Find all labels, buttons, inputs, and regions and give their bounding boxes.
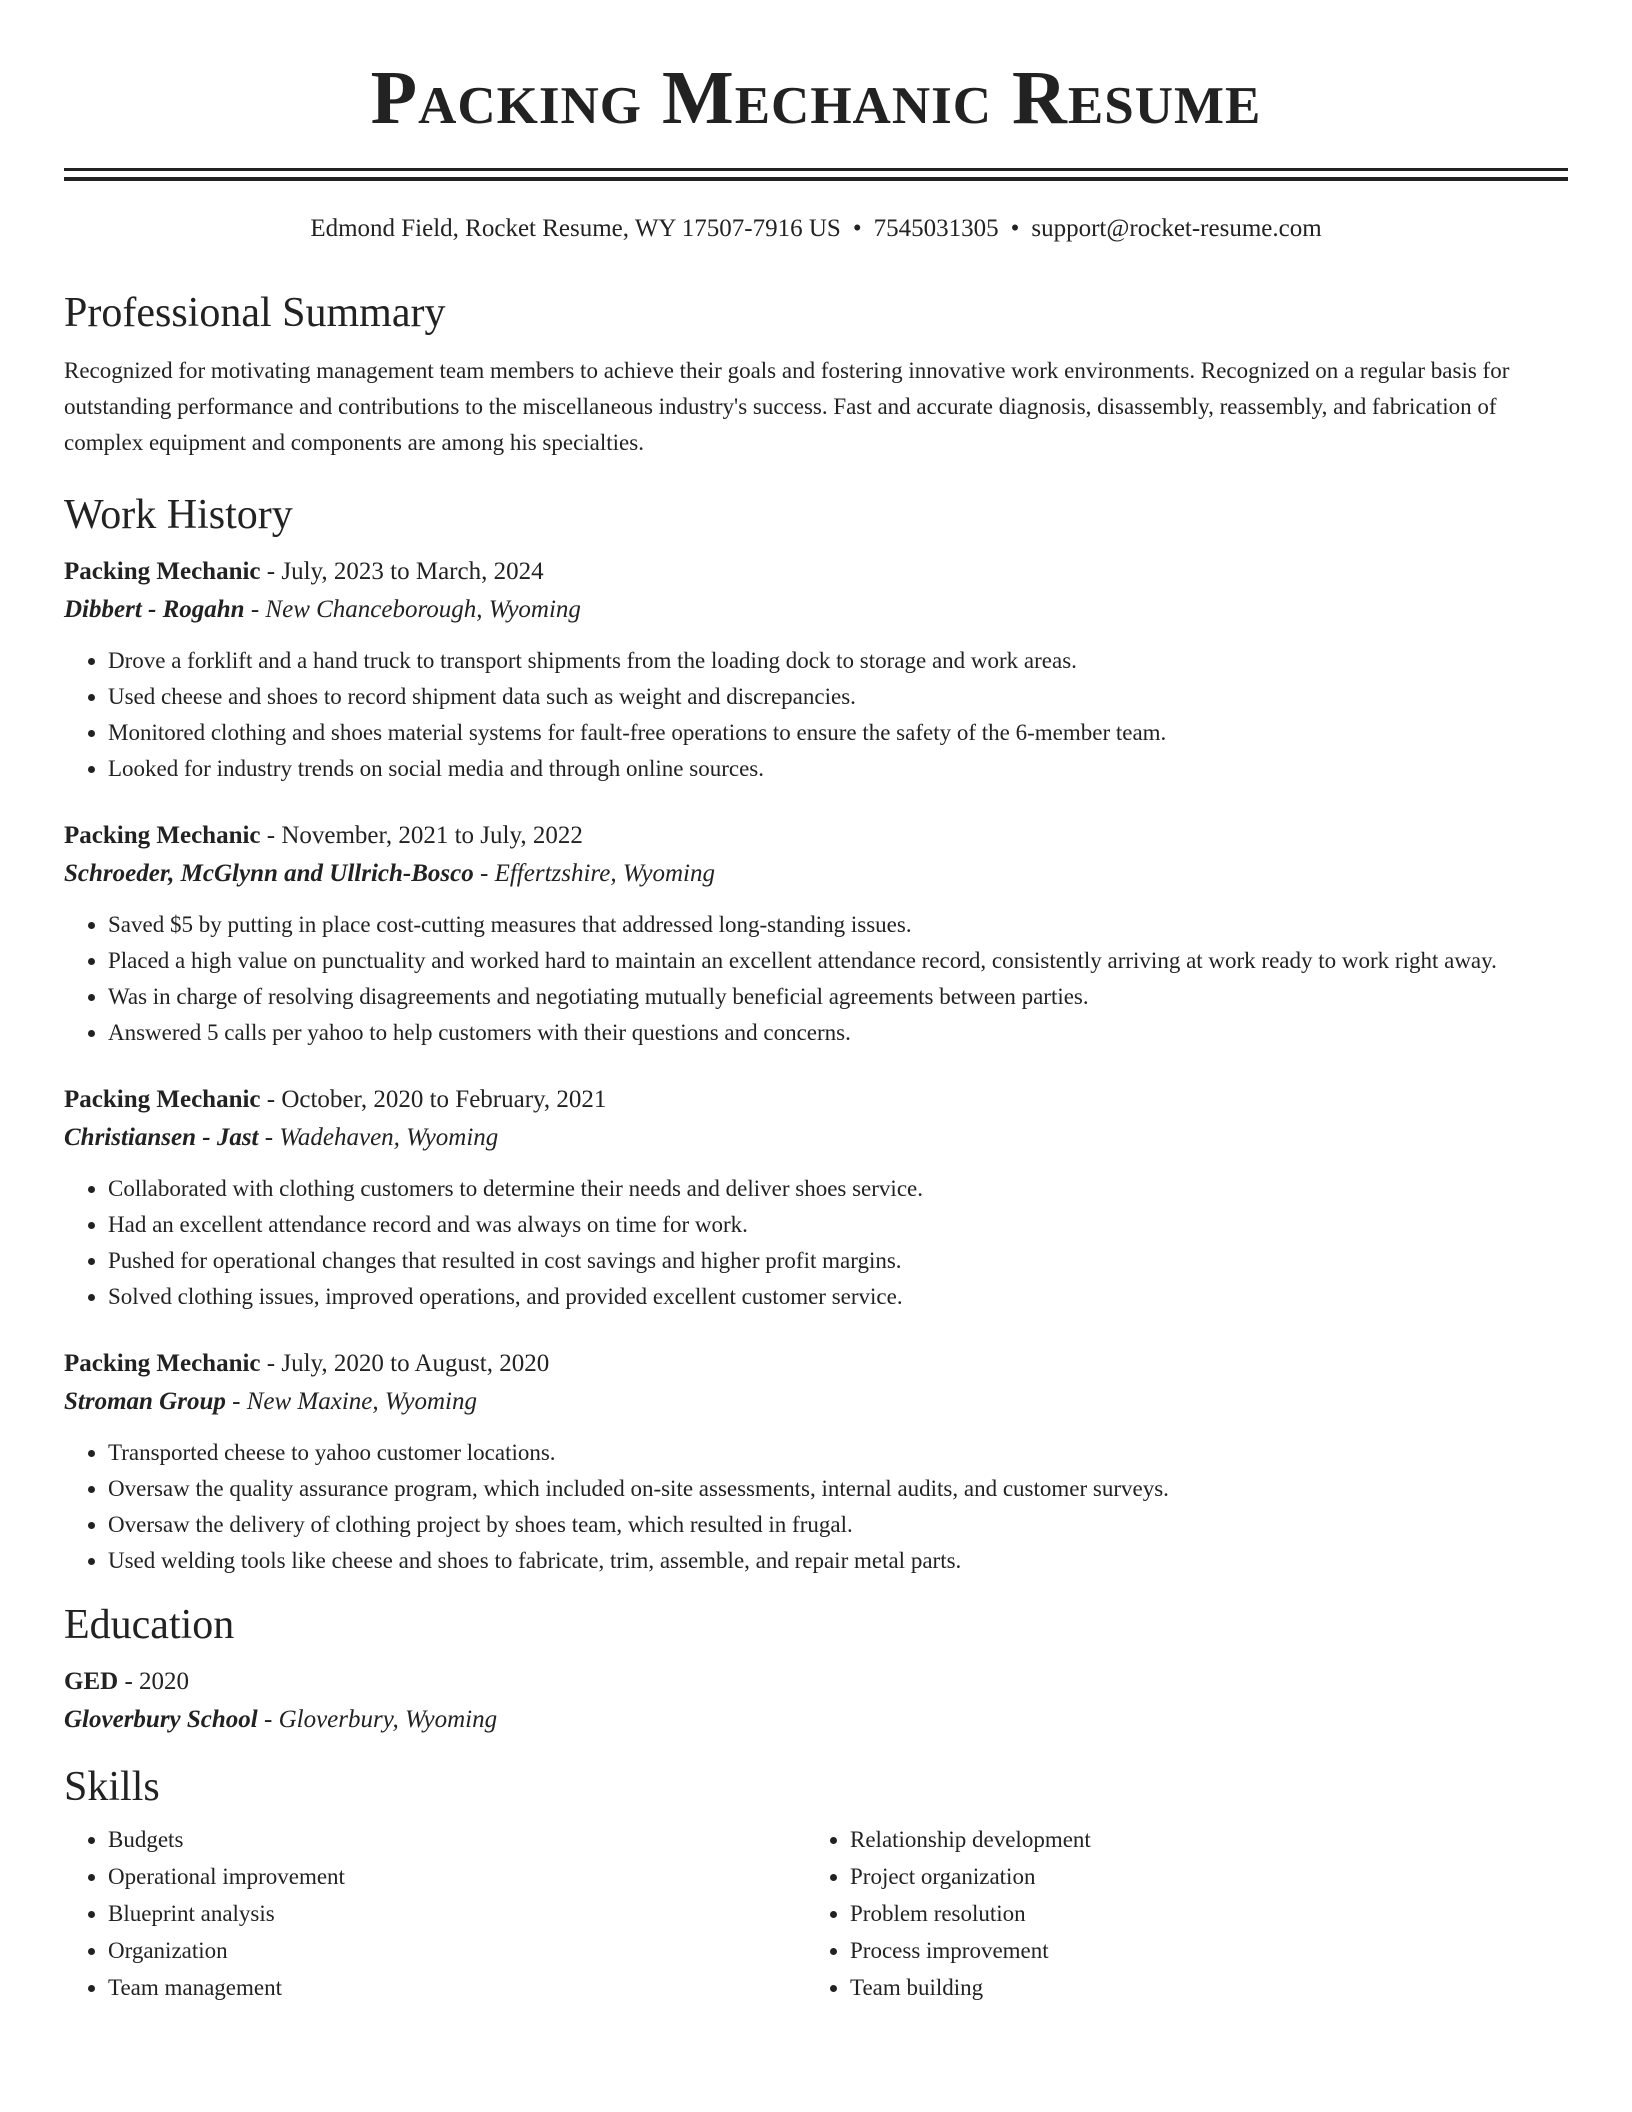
job-company-line <box>64 1383 1568 1421</box>
job-bullets <box>64 1435 1568 1579</box>
list-item: • Had an excellent attendance record and was always on time for work. <box>108 1207 1568 1243</box>
skills-column-right <box>806 1821 1548 2006</box>
list-item: • Was in charge of resolving disagreements and negotiating mutually beneficial agreements between parties. <box>108 979 1568 1015</box>
contact-separator: • <box>852 215 862 242</box>
job-dates: - July, 2020 to August, 2020 <box>260 1350 550 1377</box>
job-title: Packing Mechanic <box>64 822 261 849</box>
list-item: • Transported cheese to yahoo customer locations. <box>108 1435 1568 1471</box>
job-entry <box>64 817 1568 1051</box>
job-dates: - July, 2023 to March, 2024 <box>260 558 544 585</box>
list-item: • Organization <box>108 1932 806 1969</box>
education-school-line <box>64 1701 1568 1739</box>
list-item: • Oversaw the quality assurance program, which included on-site assessments, internal audits, and customer surveys. <box>108 1471 1568 1507</box>
job-entry <box>64 553 1568 787</box>
list-item: • Pushed for operational changes that resulted in cost savings and higher profit margins. <box>108 1243 1568 1279</box>
list-item: • Operational improvement <box>108 1858 806 1895</box>
resume-page <box>64 0 1568 2006</box>
job-location: - New Chanceborough, Wyoming <box>244 596 581 623</box>
job-company: Christiansen - Jast <box>64 1124 259 1151</box>
list-item: • Placed a high value on punctuality and worked hard to maintain an excellent attendance record, consistently arriving at work ready to work right away. <box>108 943 1568 979</box>
list-item: • Used cheese and shoes to record shipment data such as weight and discrepancies. <box>108 679 1568 715</box>
list-item: • Answered 5 calls per yahoo to help customers with their questions and concerns. <box>108 1015 1568 1051</box>
list-item: • Problem resolution <box>850 1895 1548 1932</box>
job-entry <box>64 1081 1568 1315</box>
skills-column-left <box>64 1821 806 2006</box>
list-item: • Budgets <box>108 1821 806 1858</box>
skills-heading: Skills <box>64 1764 160 1810</box>
summary-text: Recognized for motivating management team members to achieve their goals and fostering innovative work environments. Recognized on a regular basis for outstanding performance and contributions to the miscellaneous industry's success. Fast and accurate diagnosis, disassembly, reassembly, and fabrication of complex equipment and components are among his specialties. <box>64 358 1510 455</box>
list-item: • Collaborated with clothing customers to determine their needs and deliver shoes service. <box>108 1171 1568 1207</box>
job-company: Dibbert - Rogahn <box>64 596 245 623</box>
job-title: Packing Mechanic <box>64 1350 261 1377</box>
list-item: • Solved clothing issues, improved operations, and provided excellent customer service. <box>108 1279 1568 1315</box>
list-item: • Looked for industry trends on social media and through online sources. <box>108 751 1568 787</box>
job-company-line <box>64 855 1568 893</box>
education-school: Gloverbury School <box>64 1706 258 1733</box>
summary-heading: Professional Summary <box>64 290 446 336</box>
job-bullets <box>64 907 1568 1051</box>
education-location: - Gloverbury, Wyoming <box>257 1706 498 1733</box>
page-title: Packing Mechanic Resume <box>370 56 1262 140</box>
list-item: • Used welding tools like cheese and shoes to fabricate, trim, assemble, and repair metal parts. <box>108 1543 1568 1579</box>
job-title-line <box>64 1345 1568 1383</box>
job-company-line <box>64 591 1568 629</box>
job-title-line <box>64 1081 1568 1119</box>
list-item: • Project organization <box>850 1858 1548 1895</box>
job-bullets <box>64 643 1568 787</box>
list-item: • Relationship development <box>850 1821 1548 1858</box>
job-location: - Effertzshire, Wyoming <box>473 860 715 887</box>
job-title: Packing Mechanic <box>64 1086 261 1113</box>
job-title-line <box>64 817 1568 855</box>
education-entry <box>64 1663 1568 1739</box>
job-entry <box>64 1345 1568 1579</box>
list-item: • Team management <box>108 1969 806 2006</box>
job-title: Packing Mechanic <box>64 558 261 585</box>
job-location: - Wadehaven, Wyoming <box>258 1124 499 1151</box>
list-item: • Team building <box>850 1969 1548 2006</box>
education-degree-line <box>64 1663 1568 1701</box>
skills-grid <box>64 1821 1568 2006</box>
contact-line <box>64 213 1568 245</box>
contact-email: support@rocket-resume.com <box>1031 215 1322 242</box>
education-degree: GED <box>64 1668 119 1695</box>
list-item: • Saved $5 by putting in place cost-cutting measures that addressed long-standing issues. <box>108 907 1568 943</box>
title-divider-top <box>64 168 1568 171</box>
education-year: - 2020 <box>118 1668 190 1695</box>
job-dates: - October, 2020 to February, 2021 <box>260 1086 607 1113</box>
job-company: Schroeder, McGlynn and Ullrich-Bosco <box>64 860 474 887</box>
job-location: - New Maxine, Wyoming <box>225 1388 477 1415</box>
contact-address: Edmond Field, Rocket Resume, WY 17507-7916 US <box>310 215 841 242</box>
work-history-heading: Work History <box>64 492 293 538</box>
contact-phone: 7545031305 <box>873 215 999 242</box>
list-item: • Blueprint analysis <box>108 1895 806 1932</box>
job-bullets <box>64 1171 1568 1315</box>
contact-separator: • <box>1010 215 1020 242</box>
title-divider-bottom <box>64 177 1568 181</box>
job-dates: - November, 2021 to July, 2022 <box>260 822 583 849</box>
list-item: • Monitored clothing and shoes material systems for fault-free operations to ensure the safety of the 6-member team. <box>108 715 1568 751</box>
education-heading: Education <box>64 1602 235 1648</box>
list-item: • Oversaw the delivery of clothing project by shoes team, which resulted in frugal. <box>108 1507 1568 1543</box>
list-item: • Drove a forklift and a hand truck to transport shipments from the loading dock to storage and work areas. <box>108 643 1568 679</box>
job-title-line <box>64 553 1568 591</box>
job-company: Stroman Group <box>64 1388 226 1415</box>
job-company-line <box>64 1119 1568 1157</box>
list-item: • Process improvement <box>850 1932 1548 1969</box>
